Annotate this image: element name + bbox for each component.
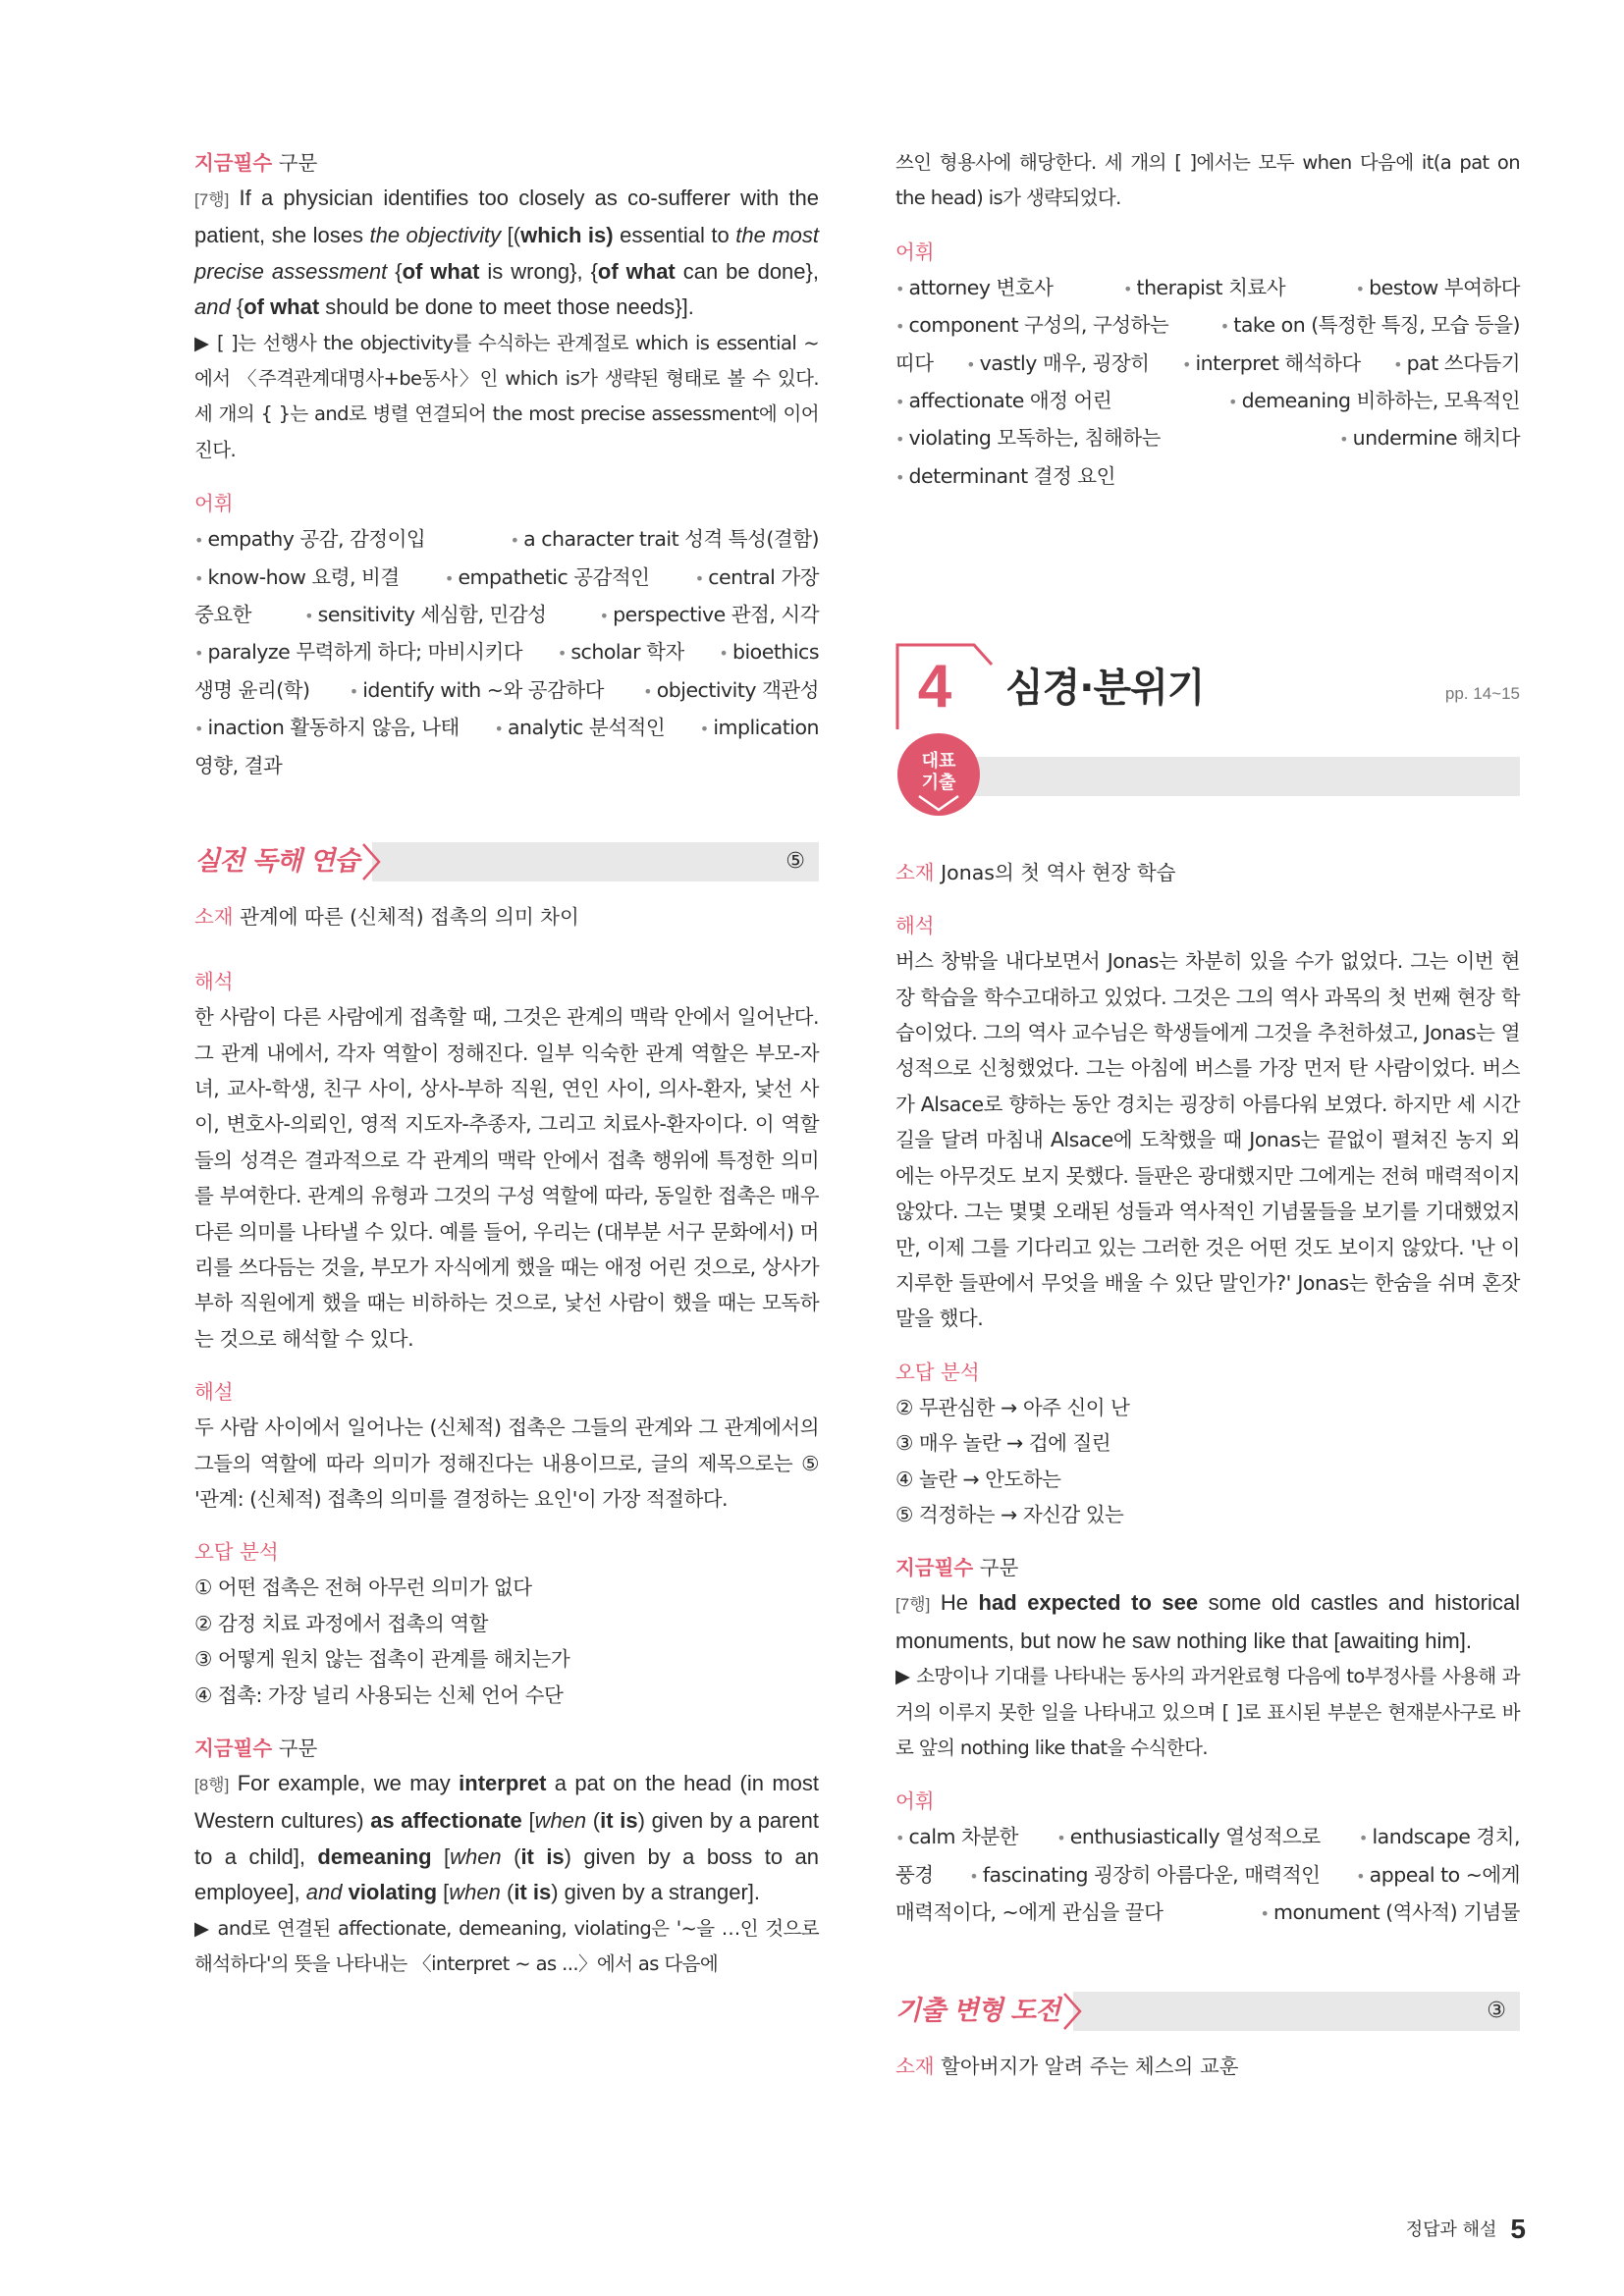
footer-label: 정답과 해설 — [1405, 2219, 1497, 2240]
vocab-item — [895, 383, 1111, 420]
vocab-text: inaction 활동하지 않음, 나태 — [207, 716, 460, 740]
vocab-line — [895, 1895, 1520, 1932]
bullet-dot-icon: • — [1260, 1904, 1274, 1924]
vocab-text: fascinating 굉장히 아름다운, 매력적인 — [982, 1862, 1321, 1887]
vocab-item — [194, 560, 400, 597]
vocab-item — [643, 672, 819, 710]
vocab-item — [1056, 1819, 1320, 1856]
banner-title: 기출 변형 도전 — [895, 1992, 1073, 2031]
vocab-text: 띠다 — [895, 350, 934, 375]
vocab-text: 영향, 결과 — [194, 753, 283, 777]
vocab-item — [1220, 307, 1520, 345]
translation-text-2: 버스 창밖을 내다보면서 Jonas는 차분히 있을 수가 없었다. 그는 이번 현장 학습을 학수고대하고 있었다. 그것은 그의 역사 과목의 첫 번째 현장 학습이었다. 그의 역사 교수님은 학생들에게 그것을 추천하셨고, Jonas는 열성적으로 신청했었다. 그는 아침에 버스를 가장 먼저 탄 사람이었다. 버스가 Alsace로 향하는 동안 경치는 굉장히 아름다워 보였다. 하지만 세 시간 길을 달려 마침내 Alsace에 도착했을 때 Jonas는 끝없이 펼쳐진 농지 외에는 아무것도 보지 못했다. 들판은 광대했지만 그에게는 전혀 매력적이지 않았다. 그는 몇몇 오래된 성들과 역사적인 기념물들을 보기를 기대했었지만, 이제 그를 기다리고 있는 그러한 것은 어떤 것도 보이지 않았다. '난 이 지루한 들판에서 무엇을 배울 수 있단 말인가?' Jonas는 한숨을 쉬며 혼잣말을 했다. — [895, 949, 1520, 1331]
wrong-answer-label-2: 오답 분석 — [895, 1360, 980, 1384]
vocab-list-2 — [895, 270, 1520, 496]
vocab-text: 풍경 — [895, 1862, 934, 1887]
vocab-line — [194, 521, 819, 559]
vocab-text: take on (특정한 특징, 모습 등을) — [1233, 313, 1520, 338]
topic-line-3: 소재 할아버지가 알려 주는 체스의 교훈 — [895, 2054, 1239, 2078]
vocab-text: bestow 부여하다 — [1369, 275, 1520, 299]
vocab-item — [1359, 1819, 1520, 1856]
chevron-right-icon — [359, 842, 383, 881]
bullet-dot-icon: • — [643, 681, 657, 701]
vocab-item — [895, 1895, 1163, 1932]
vocab-text: objectivity 객관성 — [656, 677, 819, 702]
wrong-answer-item: ④ 접촉: 가장 널리 사용되는 신체 언어 수단 — [194, 1682, 564, 1707]
grammar-sentence-1: [7행] If a physician identifies too closely as co-sufferer with the patient, she loses the objectivity [(which is) essential to the most precise assessment {of what is wrong}, {of what can be done}, and {of what should be done to meet those needs}]. — [194, 186, 819, 320]
vocab-line — [895, 346, 1520, 383]
translation-label-2: 해석 — [895, 914, 935, 938]
vocab-line — [194, 672, 819, 710]
representative-exam-banner — [895, 731, 1520, 826]
vocab-line — [194, 597, 819, 634]
vocab-item — [194, 672, 310, 710]
vocab-line — [194, 560, 819, 597]
vocab-item — [1356, 270, 1520, 307]
left-column — [194, 145, 819, 1982]
vocab-item — [700, 710, 819, 747]
bullet-dot-icon: • — [1355, 279, 1370, 298]
wrong-answer-item: ③ 매우 놀란 → 겁에 질린 — [895, 1431, 1111, 1456]
vocab-text: sensitivity 세심함, 민감성 — [317, 603, 547, 627]
vocab-text: a character trait 성격 특성(결함) — [523, 527, 819, 552]
explanation-label-1: 해설 — [194, 1380, 234, 1405]
bullet-dot-icon: • — [1228, 393, 1242, 412]
bullet-dot-icon: • — [1393, 354, 1407, 374]
bullet-dot-icon: • — [349, 681, 363, 701]
vocab-line — [194, 634, 819, 671]
wrong-answer-item: ① 어떤 접촉은 전혀 아무런 의미가 없다 — [194, 1575, 532, 1600]
vocab-item — [895, 1857, 934, 1895]
vocab-label-3: 어휘 — [895, 1789, 935, 1814]
bullet-dot-icon: • — [895, 430, 909, 450]
answer-badge: ⑤ — [785, 849, 805, 875]
bullet-dot-icon: • — [1358, 1829, 1373, 1848]
vocab-label-2: 어휘 — [895, 240, 935, 264]
vocab-text: monument (역사적) 기념물 — [1273, 1900, 1520, 1925]
right-column — [895, 145, 1520, 2084]
bullet-dot-icon: • — [895, 1829, 909, 1848]
vocab-text: attorney 변호사 — [908, 275, 1054, 299]
vocab-text: 매력적이다, ~에게 관심을 끌다 — [895, 1900, 1164, 1925]
practice-banner — [194, 842, 819, 881]
wrong-answer-item: ② 무관심한 → 아주 신이 난 — [895, 1395, 1130, 1419]
section-pages: pp. 14~15 — [1444, 684, 1520, 704]
vocab-item — [719, 634, 819, 671]
bullet-dot-icon: • — [699, 720, 714, 739]
bullet-dot-icon: • — [1219, 317, 1234, 337]
vocab-item — [1123, 270, 1285, 307]
vocab-item — [1261, 1895, 1521, 1932]
bullet-dot-icon: • — [1181, 354, 1196, 374]
wrong-answer-item: ⑤ 걱정하는 → 자신감 있는 — [895, 1502, 1124, 1526]
vocab-item — [194, 748, 282, 783]
vocab-text: violating 모독하는, 침해하는 — [908, 426, 1161, 451]
answer-badge: ③ — [1487, 1998, 1506, 2023]
vocab-line — [895, 458, 1520, 496]
bullet-dot-icon: • — [1123, 279, 1137, 298]
vocab-text: 중요한 — [194, 603, 251, 627]
translation-text-1: 한 사람이 다른 사람에게 접촉할 때, 그것은 관계의 맥락 안에서 일어난다. 그 관계 내에서, 각자 역할이 정해진다. 일부 익숙한 관계 역할은 부모-자녀, 교사-학생, 친구 사이, 상사-부하 직원, 연인 사이, 의사-환자, 낯선 사이, 변호사-의뢰인, 영적 지도자-추종자, 그리고 치료사-환자이다. 이 역할들의 성격은 결과적으로 각 관계의 맥락 안에서 접촉 행위에 특정한 의미를 부여한다. 관계의 유형과 그것의 구성 역할에 따라, 동일한 접촉은 매우 다른 의미를 나타낼 수 있다. 예를 들어, 우리는 (대부분 서구 문화에서) 머리를 쓰다듬는 것을, 부모가 자식에게 했을 때는 애정 어린 것으로, 상사가 부하 직원에게 했을 때는 비하하는 것으로, 낯선 사람이 했을 때는 모독하는 것으로 해석할 수 있다. — [194, 1005, 819, 1351]
vocab-text: vastly 매우, 굉장히 — [979, 350, 1150, 375]
vocab-item — [194, 521, 425, 559]
vocab-text: bioethics — [731, 640, 819, 665]
vocab-text: interpret 해석하다 — [1195, 350, 1361, 375]
page-number: 5 — [1510, 2214, 1526, 2244]
vocab-item — [895, 458, 1115, 496]
vocab-list-1 — [194, 521, 819, 783]
grammar-note-1: ▶ [ ]는 선행사 the objectivity를 수식하는 관계절로 which is essential ~에서 〈주격관계대명사+be동사〉인 which is가 생략된 형태로 볼 수 있다. 세 개의 { }는 and로 병렬 연결되어 the most precise assessment에 이어진다. — [194, 331, 819, 461]
vocab-text: empathy 공감, 감정이입 — [207, 527, 426, 552]
bullet-dot-icon: • — [969, 1866, 983, 1886]
vocab-item — [494, 710, 665, 747]
banner-bar — [974, 757, 1520, 796]
vocab-item — [969, 1857, 1320, 1895]
vocab-text: paralyze 무력하게 하다; 마비시키다 — [207, 640, 523, 665]
bullet-dot-icon: • — [1356, 1866, 1370, 1886]
vocab-item — [194, 710, 460, 747]
vocab-line — [194, 710, 819, 747]
vocab-item — [895, 1819, 1018, 1856]
vocab-text: component 구성의, 구성하는 — [908, 313, 1169, 338]
grammar-sentence-2: [8행] For example, we may interpret a pat on the head (in most Western cultures) as affectionate [when (it is) given by a parent to a child], demeaning [when (it is) given by a boss to an employee], and violating [when (it is) given by a stranger]. — [194, 1771, 819, 1905]
bullet-dot-icon: • — [895, 279, 909, 298]
vocab-item — [350, 672, 604, 710]
vocab-item — [511, 521, 819, 559]
vocab-item — [695, 560, 819, 597]
bullet-dot-icon: • — [304, 607, 318, 626]
vocab-text: pat 쓰다듬기 — [1406, 350, 1520, 375]
vocab-item — [1228, 383, 1520, 420]
banner-title: 실전 독해 연습 — [194, 842, 372, 881]
vocab-item — [1182, 346, 1361, 383]
bullet-dot-icon: • — [510, 531, 524, 551]
wrong-answer-label-1: 오답 분석 — [194, 1540, 279, 1565]
wrong-answer-item: ② 감정 치료 과정에서 접촉의 역할 — [194, 1611, 488, 1635]
bullet-dot-icon: • — [599, 607, 614, 626]
bullet-dot-icon: • — [494, 720, 508, 739]
vocab-item — [895, 270, 1053, 307]
bullet-dot-icon: • — [895, 393, 909, 412]
vocab-item — [600, 597, 819, 634]
vocab-line — [895, 270, 1520, 307]
vocab-item — [194, 597, 251, 634]
vocab-item — [895, 420, 1161, 457]
vocab-text: empathetic 공감적인 — [458, 564, 650, 589]
vocab-list-3 — [895, 1819, 1520, 1932]
vocab-item — [558, 634, 684, 671]
vocab-text: determinant 결정 요인 — [908, 463, 1115, 488]
banner-bar — [361, 842, 819, 881]
vocab-text: enthusiastically 열성적으로 — [1069, 1825, 1321, 1849]
bullet-dot-icon: • — [1056, 1829, 1070, 1848]
page-footer — [1406, 2214, 1526, 2245]
badge-label: 대표 기출 — [921, 751, 956, 794]
bullet-dot-icon: • — [966, 354, 980, 374]
vocab-text: central 가장 — [708, 564, 819, 589]
vocab-text: identify with ~와 공감하다 — [362, 677, 604, 702]
grammar-note-3: ▶ 소망이나 기대를 나타내는 동사의 과거완료형 다음에 to부정사를 사용해 과거의 이루지 못한 일을 나타내고 있으며 [ ]로 표시된 부분은 현재분사구로 바로 앞의 nothing like that을 수식한다. — [895, 1665, 1520, 1759]
bullet-dot-icon: • — [895, 317, 909, 337]
vocab-text: therapist 치료사 — [1136, 275, 1286, 299]
topic-line-1: 소재 관계에 따른 (신체적) 접촉의 의미 차이 — [194, 905, 579, 930]
vocab-text: 생명 윤리(학) — [194, 677, 310, 702]
grammar-label-2: 지금필수 구문 — [194, 1736, 318, 1760]
vocab-item — [304, 597, 546, 634]
vocab-line — [895, 1857, 1520, 1895]
topic-line-2: 소재 Jonas의 첫 역사 현장 학습 — [895, 861, 1176, 885]
section-header — [895, 643, 1520, 731]
vocab-item — [1356, 1857, 1520, 1895]
vocab-text: scholar 학자 — [570, 640, 684, 665]
grammar-label-3: 지금필수 구문 — [895, 1556, 1019, 1580]
wrong-answer-item: ③ 어떻게 원치 않는 접촉이 관계를 해치는가 — [194, 1647, 570, 1672]
banner-bar — [1062, 1992, 1520, 2031]
bullet-dot-icon: • — [194, 720, 208, 739]
vocab-text: appeal to ~에게 — [1369, 1862, 1520, 1887]
vocab-text: landscape 경치, — [1372, 1825, 1520, 1849]
vocab-label-1: 어휘 — [194, 492, 234, 516]
vocab-line — [895, 420, 1520, 457]
bullet-dot-icon: • — [719, 644, 732, 664]
vocab-text: demeaning 비하하는, 모욕적인 — [1241, 389, 1520, 413]
bullet-dot-icon: • — [694, 568, 709, 588]
bullet-dot-icon: • — [557, 644, 571, 664]
bullet-dot-icon: • — [194, 644, 208, 664]
bullet-dot-icon: • — [194, 531, 208, 551]
vocab-text: know-how 요령, 비결 — [207, 564, 400, 589]
vocab-item — [895, 346, 934, 383]
vocab-text: calm 차분한 — [908, 1825, 1018, 1849]
vocab-text: analytic 분석적인 — [507, 716, 666, 740]
bullet-dot-icon: • — [444, 568, 459, 588]
explanation-text-1: 두 사람 사이에서 일어나는 (신체적) 접촉은 그들의 관계와 그 관계에서의 그들의 역할에 따라 의미가 정해진다는 내용이므로, 글의 제목으로는 ⑤ '관계: (신체적) 접촉의 의미를 결정하는 요인'이 가장 적절하다. — [194, 1415, 819, 1511]
vocab-item — [966, 346, 1149, 383]
vocab-item — [1393, 346, 1520, 383]
bullet-dot-icon: • — [194, 568, 208, 588]
vocab-line — [895, 1819, 1520, 1856]
vocab-item — [1339, 420, 1520, 457]
vocab-item — [895, 307, 1168, 345]
grammar-sentence-3: [7행] He had expected to see some old castles and historical monuments, but now he saw nothing like that [awaiting him]. — [895, 1590, 1520, 1653]
bullet-dot-icon: • — [895, 467, 909, 487]
translation-label-1: 해석 — [194, 970, 234, 994]
vocab-line — [895, 307, 1520, 345]
vocab-text: implication — [713, 716, 819, 740]
wrong-answer-item: ④ 놀란 → 안도하는 — [895, 1467, 1061, 1491]
bullet-dot-icon: • — [1339, 430, 1353, 450]
vocab-text: undermine 해치다 — [1352, 426, 1520, 451]
exam-variant-banner — [895, 1992, 1520, 2031]
grammar-note-2: ▶ and로 연결된 affectionate, demeaning, violating은 '~을 …인 것으로 해석하다'의 뜻을 나타내는 〈interpret ~ as ...〉에서 as 다음에 — [194, 1916, 819, 1976]
chevron-right-icon — [1060, 1992, 1084, 2031]
vocab-text: affectionate 애정 어린 — [908, 389, 1112, 413]
grammar-label-1: 지금필수 구문 — [194, 151, 318, 175]
vocab-item — [194, 634, 522, 671]
vocab-text: perspective 관점, 시각 — [613, 603, 819, 627]
vocab-line — [895, 383, 1520, 420]
grammar-note-continued: 쓰인 형용사에 해당한다. 세 개의 [ ]에서는 모두 when 다음에 it(a pat on the head) is가 생략되었다. — [895, 151, 1520, 210]
section-title: 심경·분위기 — [1005, 666, 1205, 712]
section-number: 4 — [917, 653, 952, 721]
vocab-item — [445, 560, 650, 597]
vocab-line — [194, 748, 819, 783]
